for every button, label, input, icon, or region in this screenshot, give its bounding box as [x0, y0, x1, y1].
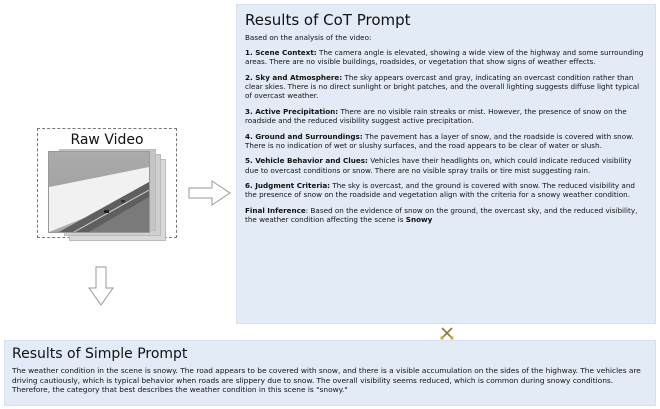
cot-item-text: The sky appears overcast and gray, indicating an overcast condition rather than clear skies. There is no direct sunlight or bright patches, and the overall lighting suggests diffuse light typical of overcast weather.	[245, 72, 640, 101]
raw-video-title: Raw Video	[70, 132, 144, 148]
cot-item-text: The camera angle is elevated, showing a wide view of the highway and some surrounding areas. There are no visible buildings, roadsides, or vegetation that show signs of weather effects.	[245, 48, 644, 67]
cot-item-sky-atmosphere	[245, 73, 647, 101]
cot-item-text: The pavement has a layer of snow, and the roadside is covered with snow. There is no indication of wet or slushy surfaces, and the road appears to be clear of water or slush.	[245, 131, 634, 150]
cot-item-heading: 6. Judgment Criteria:	[245, 180, 331, 190]
simple-results-panel	[4, 340, 656, 406]
cot-item-text: There are no visible rain streaks or mist. However, the presence of snow on the roadside and the reduced visibility suggest active precipitation.	[245, 106, 627, 126]
crossed-swords-icon	[440, 327, 454, 340]
cot-item-heading: 2. Sky and Atmosphere:	[245, 72, 343, 82]
cot-intro: Based on the analysis of the video:	[245, 33, 372, 42]
cot-item-scene-context	[245, 48, 647, 67]
cot-item-heading: 3. Active Precipitation:	[245, 106, 339, 116]
final-inference-answer: Snowy	[405, 215, 433, 225]
cot-item-active-precipitation	[245, 107, 647, 126]
cot-item-heading: 5. Vehicle Behavior and Clues:	[245, 156, 368, 166]
simple-title: Results of Simple Prompt	[12, 346, 188, 362]
cot-item-heading: 1. Scene Context:	[245, 48, 317, 57]
raw-video-panel	[37, 128, 177, 238]
final-inference-heading: Final Inference	[245, 205, 306, 215]
cot-final-inference	[245, 206, 647, 225]
cot-results-panel	[236, 4, 656, 324]
cot-item-text: Vehicles have their headlights on, which could indicate reduced visibility due to overcast conditions or snow. There are no visible spray trails or tire mist suggesting rain.	[245, 156, 632, 175]
video-thumbnail	[48, 151, 150, 233]
simple-body-text: The weather condition in the scene is snowy. The road appears to be covered with snow, and there is a visible accumulation on the sides of the highway. The vehicles are driving cautiously, which is typical behavior when roads are slippery due to snow. The overall visibility seems reduced, which is common during snowy conditions. Therefore, the category that best describes the weather condition in this scene is "snowy."	[12, 366, 641, 395]
right-arrow-icon	[188, 180, 232, 206]
down-arrow-icon	[88, 266, 114, 306]
cot-item-heading: 4. Ground and Surroundings:	[245, 131, 363, 141]
cot-item-vehicle-behavior	[245, 156, 647, 175]
cot-item-ground-surroundings	[245, 132, 647, 151]
cot-item-text: The sky is overcast, and the ground is covered with snow. The reduced visibility and the presence of snow on the roadside and vegetation align with the criteria for a snowy weather condition.	[245, 180, 635, 200]
cot-title: Results of CoT Prompt	[245, 11, 411, 29]
cot-item-judgment-criteria	[245, 181, 647, 200]
final-inference-text: : Based on the evidence of snow on the ground, the overcast sky, and the reduced visibility, the weather condition affecting the scene is	[245, 205, 638, 225]
